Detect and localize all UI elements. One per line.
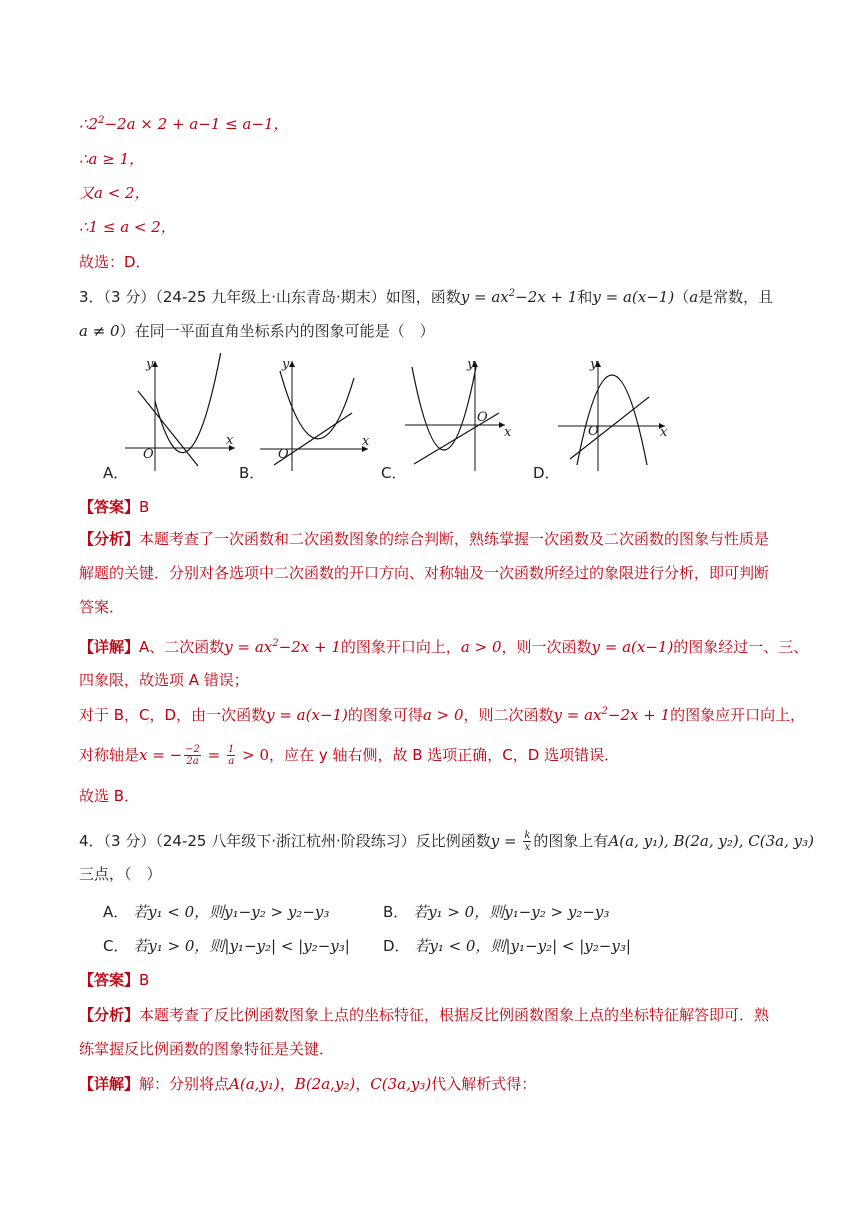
option-c-y-label: y — [467, 357, 475, 372]
option-d-label[interactable]: D． — [533, 464, 560, 482]
q4-option-a[interactable]: A． 若y₁ < 0，则y₁−y₂ > y₂−y₃ — [103, 903, 330, 921]
option-b-graph[interactable] — [238, 353, 378, 478]
q4-option-b[interactable]: B． 若y₁ > 0，则y₁−y₂ > y₂−y₃ — [383, 903, 610, 921]
step-line-1: $\therefore 2^2-2a \times 2 + a-1 \le a-1$， — [79, 115, 289, 133]
option-b-label[interactable]: B． — [239, 464, 265, 482]
step-line-2: ∴a ≥ 1， — [79, 150, 145, 168]
option-a-origin: O — [143, 447, 154, 462]
q3-detail-line-2: 四象限，故选项 A 错误； — [79, 671, 249, 689]
parabola — [155, 353, 221, 453]
q3-stem-line-2: a ≠ 0）在同一平面直角坐标系内的图象可能是（ ） — [79, 322, 435, 340]
step-line-3: 又a < 2， — [79, 184, 150, 202]
option-b-x-label: x — [362, 434, 370, 449]
q4-analysis-line-1: 【分析】本题考查了反比例函数图象上点的坐标特征，根据反比例函数图象上点的坐标特征解答即可．熟 — [79, 1006, 770, 1024]
q3-analysis-line-3: 答案． — [79, 598, 125, 616]
option-a-x-label: x — [226, 433, 234, 448]
fraction: $\frac{k}{x}$ — [524, 830, 531, 853]
option-d-origin: O — [588, 424, 599, 439]
option-d-x-label: x — [660, 425, 668, 440]
option-d-y-label: y — [590, 357, 598, 372]
option-a-y-label: y — [146, 357, 154, 372]
q4-answer: 【答案】B — [79, 971, 150, 989]
parabola — [412, 367, 476, 450]
option-b-origin: O — [278, 447, 289, 462]
fraction: $\frac{1}{a}$ — [228, 744, 235, 767]
q3-detail-line-4: 对称轴是x = − $\frac{-2}{2a}$ = $\frac{1}{a}$ > 0，应在 y 轴右侧，故 B 选项正确，C，D 选项错误． — [79, 744, 620, 767]
q3-detail-line-1: 【详解】A、二次函数$y = ax^2-2x + 1$的图象开口向上，a > 0，则一次函数y = a(x−1)的图象经过一、三、 — [79, 638, 809, 656]
q3-stem-line-1: 3．（3 分）（24-25 九年级上·山东青岛·期末）如图，函数$y = ax^2-2x + 1$和y = a(x−1)（a是常数，且 — [79, 288, 774, 306]
step-line-4: ∴1 ≤ a < 2， — [79, 218, 176, 236]
fraction: $\frac{-2}{2a}$ — [185, 744, 200, 767]
q4-option-c[interactable]: C． 若y₁ > 0，则|y₁−y₂| < |y₂−y₃| — [103, 937, 350, 955]
parabola — [577, 375, 647, 465]
q3-detail-line-5: 故选 B． — [79, 787, 140, 805]
option-c-origin: O — [477, 410, 488, 425]
y-axis-arrow — [289, 361, 295, 367]
option-c-graph[interactable] — [400, 353, 525, 478]
q3-answer: 【答案】B — [79, 498, 150, 516]
q4-detail-line-1: 【详解】解：分别将点A(a,y₁)，B(2a,y₂)，C(3a,y₃)代入解析式得： — [79, 1075, 537, 1093]
q4-stem-line-1: 4．（3 分）（24-25 八年级下·浙江杭州·阶段练习）反比例函数y = $\frac{k}{x}$ 的图象上有A(a, y₁), B(2a, y₂), C(3a, y₃) — [79, 830, 814, 853]
q3-analysis-line-1: 【分析】本题考查了一次函数和二次函数图象的综合判断，熟练掌握一次函数及二次函数的图象与性质是 — [79, 530, 770, 548]
line — [570, 397, 649, 459]
q3-detail-line-3: 对于 B，C，D，由一次函数y = a(x−1)的图象可得a > 0，则二次函数$y = ax^2-2x + 1$的图象应开口向上， — [79, 706, 806, 724]
step-line-5: 故选：D． — [79, 253, 151, 271]
q4-option-d[interactable]: D． 若y₁ < 0，则|y₁−y₂| < |y₂−y₃| — [383, 937, 631, 955]
q3-analysis-line-2: 解题的关键．分别对各选项中二次函数的开口方向、对称轴及一次函数所经过的象限进行分析，即可判断 — [79, 564, 770, 582]
q4-analysis-line-2: 练掌握反比例函数的图象特征是关键． — [79, 1040, 335, 1058]
option-c-x-label: x — [504, 425, 512, 440]
option-a-label[interactable]: A． — [103, 464, 129, 482]
option-c-label[interactable]: C． — [381, 464, 407, 482]
q4-stem-line-2: 三点，（ ） — [79, 865, 162, 883]
parabola — [280, 371, 354, 439]
option-a-graph[interactable] — [100, 353, 240, 478]
option-b-y-label: y — [282, 357, 290, 372]
option-d-graph[interactable] — [555, 353, 675, 478]
